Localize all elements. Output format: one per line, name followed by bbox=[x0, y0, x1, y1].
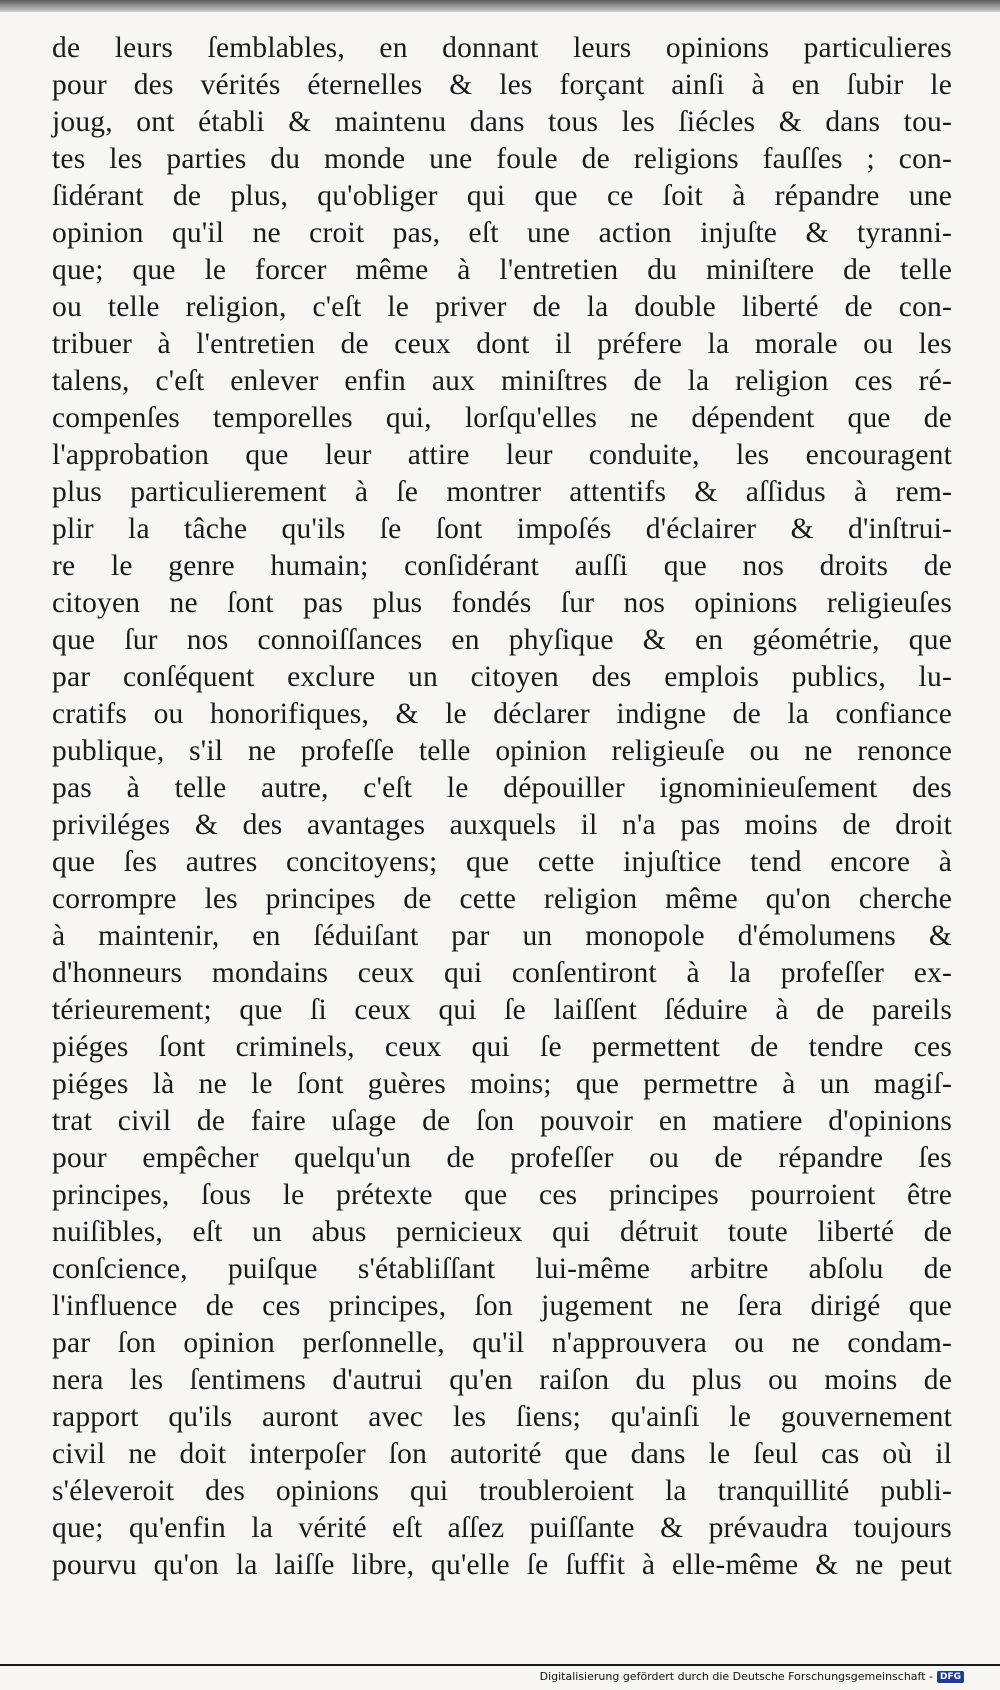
text-line: cratifs ou honorifiques, & le déclarer indigne de la confiance bbox=[52, 698, 952, 730]
text-line: à maintenir, en ſéduiſant par un monopole d'émolumens & bbox=[52, 920, 952, 952]
text-line: l'approbation que leur attire leur conduite, les encouragent bbox=[52, 439, 952, 471]
text-line: pourvu qu'on la laiſſe libre, qu'elle ſe ſuffit à elle-même & ne peut bbox=[52, 1549, 952, 1581]
text-line: citoyen ne ſont pas plus fondés ſur nos opinions religieuſes bbox=[52, 587, 952, 619]
text-line: opinion qu'il ne croit pas, eſt une action injuſte & tyranni- bbox=[52, 217, 952, 249]
text-line: nera les ſentimens d'autrui qu'en raiſon du plus ou moins de bbox=[52, 1364, 952, 1396]
text-line: civil ne doit interpoſer ſon autorité que dans le ſeul cas où il bbox=[52, 1438, 952, 1470]
text-line: joug, ont établi & maintenu dans tous les ſiécles & dans tou- bbox=[52, 106, 952, 138]
text-line: conſcience, puiſque s'établiſſant lui-même arbitre abſolu de bbox=[52, 1253, 952, 1285]
text-line: tes les parties du monde une foule de religions fauſſes ; con- bbox=[52, 143, 952, 175]
text-line: de leurs ſemblables, en donnant leurs opinions particulieres bbox=[52, 32, 952, 64]
text-line: tribuer à l'entretien de ceux dont il préfere la morale ou les bbox=[52, 328, 952, 360]
text-line: piéges ſont criminels, ceux qui ſe permettent de tendre ces bbox=[52, 1031, 952, 1063]
text-line: pour des vérités éternelles & les forçant ainſi à en ſubir le bbox=[52, 69, 952, 101]
text-line: principes, ſous le prétexte que ces principes pourroient être bbox=[52, 1179, 952, 1211]
page-top-edge bbox=[0, 0, 1000, 12]
text-line: d'honneurs mondains ceux qui conſentiront à la profeſſer ex- bbox=[52, 957, 952, 989]
text-line: rapport qu'ils auront avec les ſiens; qu'ainſi le gouvernement bbox=[52, 1401, 952, 1433]
text-line: pas à telle autre, c'eſt le dépouiller ignominieuſement des bbox=[52, 772, 952, 804]
text-line: pour empêcher quelqu'un de profeſſer ou de répandre ſes bbox=[52, 1142, 952, 1174]
body-text bbox=[52, 30, 952, 1584]
text-line: talens, c'eſt enlever enfin aux miniſtres de la religion ces ré- bbox=[52, 365, 952, 397]
text-line: corrompre les principes de cette religion même qu'on cherche bbox=[52, 883, 952, 915]
text-line: l'influence de ces principes, ſon jugement ne ſera dirigé que bbox=[52, 1290, 952, 1322]
text-line: que ſur nos connoiſſances en phyſique & en géométrie, que bbox=[52, 624, 952, 656]
text-line: ſidérant de plus, qu'obliger qui que ce ſoit à répandre une bbox=[52, 180, 952, 212]
digitization-credit bbox=[540, 1670, 964, 1683]
text-line: priviléges & des avantages auxquels il n'a pas moins de droit bbox=[52, 809, 952, 841]
text-line: plir la tâche qu'ils ſe ſont impoſés d'éclairer & d'inſtrui- bbox=[52, 513, 952, 545]
text-line: s'éleveroit des opinions qui troubleroient la tranquillité publi- bbox=[52, 1475, 952, 1507]
credit-text: Digitalisierung gefördert durch die Deutsche Forschungsgemeinschaft - bbox=[539, 1670, 933, 1683]
text-line: que; que le forcer même à l'entretien du miniſtere de telle bbox=[52, 254, 952, 286]
text-line: par conſéquent exclure un citoyen des emplois publics, lu- bbox=[52, 661, 952, 693]
text-line: que; qu'enfin la vérité eſt aſſez puiſſante & prévaudra toujours bbox=[52, 1512, 952, 1544]
text-line: nuiſibles, eſt un abus pernicieux qui détruit toute liberté de bbox=[52, 1216, 952, 1248]
text-line: ou telle religion, c'eſt le priver de la double liberté de con- bbox=[52, 291, 952, 323]
text-line: térieurement; que ſi ceux qui ſe laiſſent ſéduire à de pareils bbox=[52, 994, 952, 1026]
text-line: que ſes autres concitoyens; que cette injuſtice tend encore à bbox=[52, 846, 952, 878]
footer-rule bbox=[0, 1664, 1000, 1666]
text-line: compenſes temporelles qui, lorſqu'elles ne dépendent que de bbox=[52, 402, 952, 434]
dfg-logo: DFG bbox=[937, 1671, 964, 1683]
text-line: publique, s'il ne profeſſe telle opinion religieuſe ou ne renonce bbox=[52, 735, 952, 767]
text-line: par ſon opinion perſonnelle, qu'il n'approuvera ou ne condam- bbox=[52, 1327, 952, 1359]
text-line: piéges là ne le ſont guères moins; que permettre à un magiſ- bbox=[52, 1068, 952, 1100]
text-line: trat civil de faire uſage de ſon pouvoir en matiere d'opinions bbox=[52, 1105, 952, 1137]
text-line: re le genre humain; conſidérant auſſi que nos droits de bbox=[52, 550, 952, 582]
text-line: plus particulierement à ſe montrer attentifs & aſſidus à rem- bbox=[52, 476, 952, 508]
